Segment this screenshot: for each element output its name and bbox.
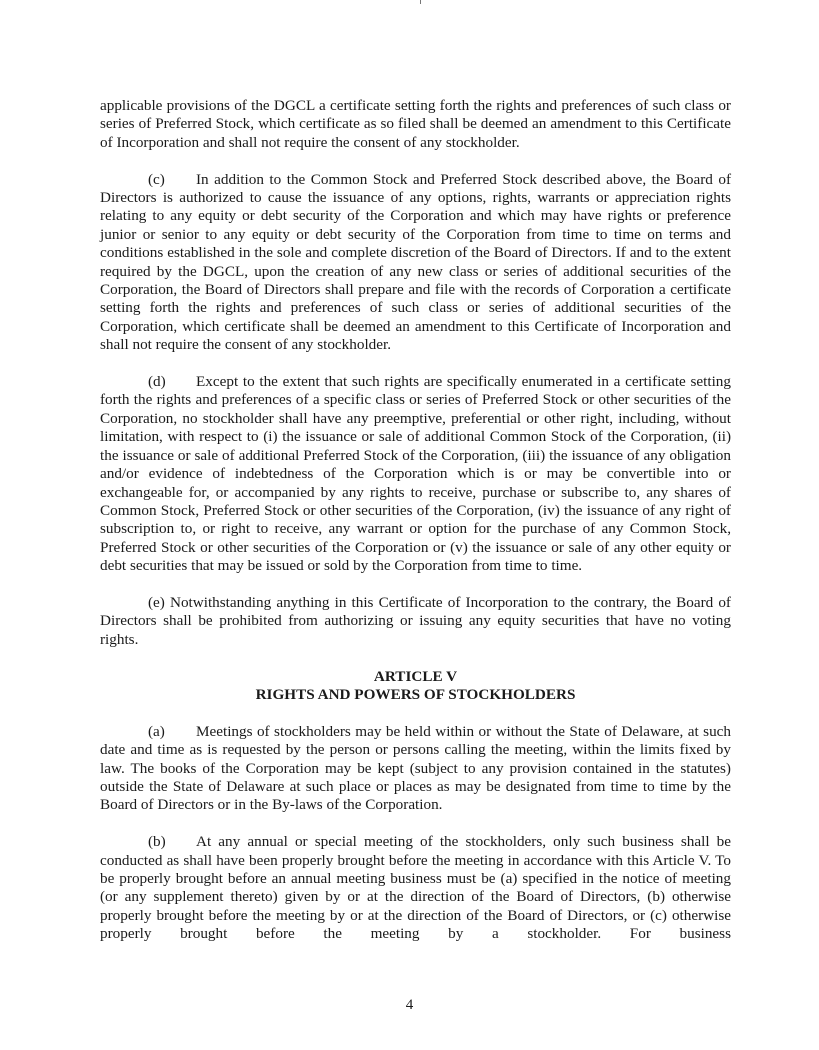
- page-top-mark: [420, 0, 421, 4]
- paragraph-text: applicable provisions of the DGCL a certificate setting forth the rights and preferences of such class or series of Preferred Stock, which certificate as so filed shall be deemed an amendment to this Certificate of Incorporation and shall not require the consent of any stockholder.: [100, 97, 731, 151]
- document-page-body: [100, 97, 731, 962]
- paragraph-text: Except to the extent that such rights are specifically enumerated in a certificate setting forth the rights and preferences of a specific class or series of Preferred Stock or other securities of the Corporation, no stockholder shall have any preemptive, preferential or other right, including, without limitation, with respect to (i) the issuance or sale of additional Common Stock of the Corporation, (ii) the issuance or sale of additional Preferred Stock of the Corporation, (iii) the issuance of any obligation and/or evidence of indebtedness of the Corporation which is or may be convertible into or exchangeable for, or accompanied by any rights to receive, purchase or subscribe to, any shares of Common Stock, Preferred Stock or other securities of the Corporation, (iv) the issuance of any right of subscription to, or right to receive, any warrant or option for the purchase of any Common Stock, Preferred Stock or other securities of the Corporation or (v) the issuance or sale of any other equity or debt securities that may be issued or sold by the Corporation from time to time.: [100, 373, 731, 575]
- paragraph-text: Meetings of stockholders may be held within or without the State of Delaware, at such date and time as is requested by the person or persons calling the meeting, within the limits fixed by law. The books of the Corporation may be kept (subject to any provision contained in the statutes) outside the State of Delaware at such place or places as may be designated from time to time by the Board of Directors or in the By-laws of the Corporation.: [100, 722, 731, 814]
- paragraph-text: At any annual or special meeting of the stockholders, only such business shall be conducted as shall have been properly brought before the meeting in accordance with this Article V. To be properly brought before an annual meeting business must be (a) specified in the notice of meeting (or any supplement thereto) given by or at the direction of the Board of Directors, (b) otherwise properly brought before the meeting by or at the direction of the Board of Directors, or (c) otherwise properly brought before the meeting by a stockholder. For business: [100, 833, 731, 943]
- paragraph-label: (d): [148, 373, 166, 391]
- paragraph-label: (c): [148, 170, 165, 188]
- article-heading: [100, 668, 731, 705]
- paragraph-label: (b): [148, 833, 166, 851]
- paragraph-text: In addition to the Common Stock and Preferred Stock described above, the Board of Directors is authorized to cause the issuance of any options, rights, warrants or appreciation rights relating to any equity or debt security of the Corporation and which may have rights or preference junior or senior to any equity or debt security of the Corporation from time to time on terms and conditions established in the sole and complete discretion of the Board of Directors. If and to the extent required by the DGCL, upon the creation of any new class or series of additional securities of the Corporation, the Board of Directors shall prepare and file with the records of Corporation a certificate setting forth the rights and preferences of such class or series of additional securities of the Corporation, which certificate shall be deemed an amendment to this Certificate of Incorporation and shall not require the consent of any stockholder.: [100, 170, 731, 354]
- paragraph-label: (a): [148, 722, 165, 740]
- article-number: ARTICLE V: [373, 667, 458, 685]
- paragraph-article-b: [100, 833, 731, 943]
- paragraph-article-a: [100, 723, 731, 815]
- article-title: RIGHTS AND POWERS OF STOCKHOLDERS: [255, 685, 576, 703]
- paragraph-d: [100, 373, 731, 575]
- paragraph-continuation: [100, 97, 731, 152]
- paragraph-text: (e) Notwithstanding anything in this Certificate of Incorporation to the contrary, the Board of Directors shall be prohibited from authorizing or issuing any equity securities that have no voting rights.: [100, 593, 731, 648]
- paragraph-c: [100, 171, 731, 355]
- paragraph-e: [100, 594, 731, 649]
- page-number: 4: [405, 997, 414, 1013]
